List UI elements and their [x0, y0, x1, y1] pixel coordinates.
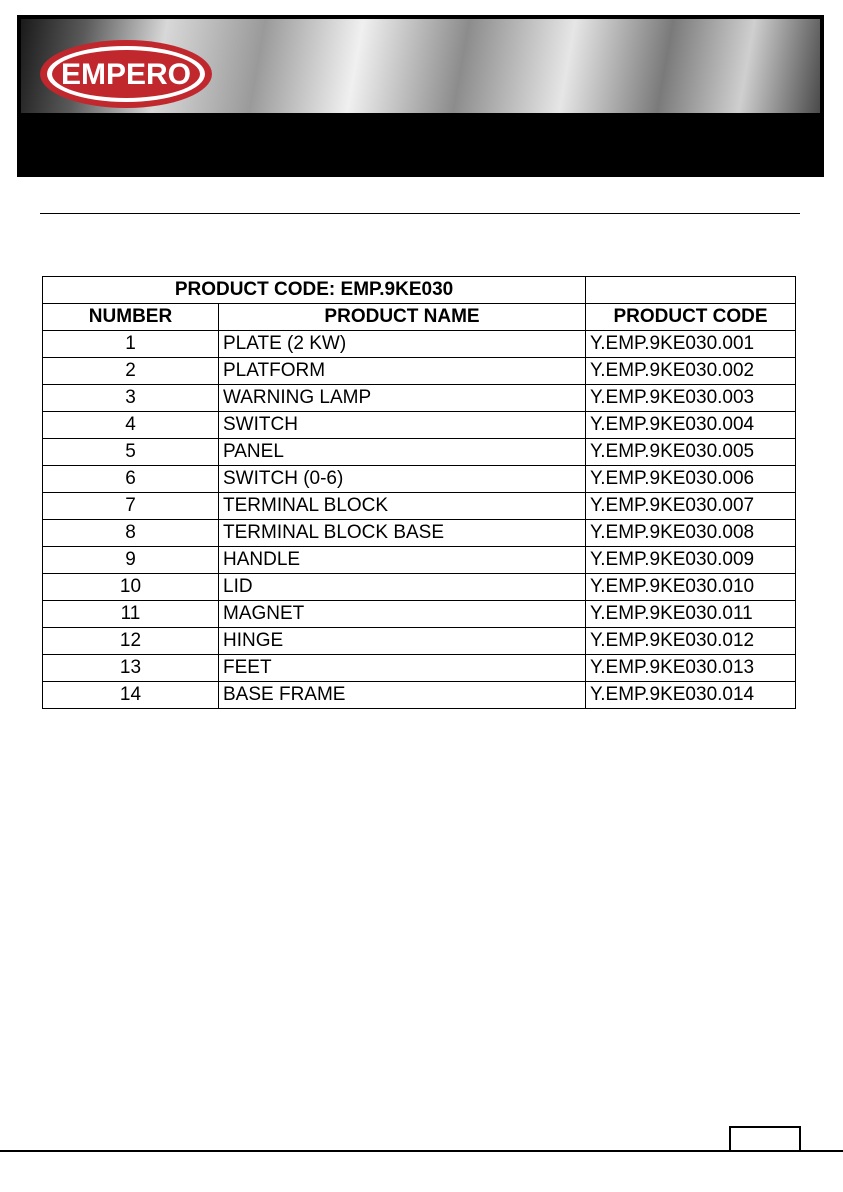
cell-number: 8: [43, 520, 219, 547]
table-title-empty-cell: [586, 277, 796, 304]
cell-product-code: Y.EMP.9KE030.009: [586, 547, 796, 574]
cell-product-code: Y.EMP.9KE030.012: [586, 628, 796, 655]
cell-number: 6: [43, 466, 219, 493]
cell-product-name: PANEL: [219, 439, 586, 466]
cell-product-code: Y.EMP.9KE030.004: [586, 412, 796, 439]
cell-product-name: SWITCH (0-6): [219, 466, 586, 493]
cell-product-code: Y.EMP.9KE030.011: [586, 601, 796, 628]
column-header-code: PRODUCT CODE: [586, 304, 796, 331]
table-row: [43, 466, 796, 493]
table-row: [43, 655, 796, 682]
cell-number: 10: [43, 574, 219, 601]
cell-product-code: Y.EMP.9KE030.001: [586, 331, 796, 358]
footer-rule: [0, 1150, 843, 1152]
table-row: [43, 412, 796, 439]
cell-product-code: Y.EMP.9KE030.002: [586, 358, 796, 385]
empero-logo: [37, 37, 215, 111]
table-title-row: [43, 277, 796, 304]
cell-product-name: BASE FRAME: [219, 682, 586, 709]
cell-product-name: SWITCH: [219, 412, 586, 439]
cell-product-name: HANDLE: [219, 547, 586, 574]
cell-number: 2: [43, 358, 219, 385]
parts-table: [42, 276, 796, 709]
logo-text: EMPERO: [60, 58, 192, 91]
table-row: [43, 358, 796, 385]
cell-product-name: LID: [219, 574, 586, 601]
table-title: PRODUCT CODE: EMP.9KE030: [43, 277, 586, 304]
table-row: [43, 628, 796, 655]
cell-product-name: HINGE: [219, 628, 586, 655]
cell-number: 14: [43, 682, 219, 709]
cell-product-code: Y.EMP.9KE030.013: [586, 655, 796, 682]
table-row: [43, 547, 796, 574]
cell-product-name: PLATE (2 KW): [219, 331, 586, 358]
cell-number: 13: [43, 655, 219, 682]
page-number-tab: [729, 1126, 801, 1152]
cell-number: 1: [43, 331, 219, 358]
table-row: [43, 439, 796, 466]
cell-product-code: Y.EMP.9KE030.003: [586, 385, 796, 412]
header-banner: [17, 15, 824, 177]
cell-product-name: TERMINAL BLOCK BASE: [219, 520, 586, 547]
table-row: [43, 682, 796, 709]
cell-product-code: Y.EMP.9KE030.006: [586, 466, 796, 493]
column-header-name: PRODUCT NAME: [219, 304, 586, 331]
cell-product-name: FEET: [219, 655, 586, 682]
banner-black-strip: [17, 113, 824, 177]
cell-product-name: TERMINAL BLOCK: [219, 493, 586, 520]
table-row: [43, 331, 796, 358]
cell-number: 12: [43, 628, 219, 655]
cell-product-code: Y.EMP.9KE030.010: [586, 574, 796, 601]
cell-number: 5: [43, 439, 219, 466]
cell-product-code: Y.EMP.9KE030.007: [586, 493, 796, 520]
cell-product-code: Y.EMP.9KE030.014: [586, 682, 796, 709]
cell-product-code: Y.EMP.9KE030.005: [586, 439, 796, 466]
cell-product-name: MAGNET: [219, 601, 586, 628]
table-row: [43, 601, 796, 628]
cell-number: 4: [43, 412, 219, 439]
cell-number: 9: [43, 547, 219, 574]
cell-product-name: PLATFORM: [219, 358, 586, 385]
cell-number: 11: [43, 601, 219, 628]
column-header-number: NUMBER: [43, 304, 219, 331]
table-row: [43, 520, 796, 547]
table-header-row: [43, 304, 796, 331]
cell-number: 3: [43, 385, 219, 412]
cell-product-code: Y.EMP.9KE030.008: [586, 520, 796, 547]
table-row: [43, 385, 796, 412]
header-rule: [40, 213, 800, 214]
cell-number: 7: [43, 493, 219, 520]
table-row: [43, 574, 796, 601]
cell-product-name: WARNING LAMP: [219, 385, 586, 412]
table-row: [43, 493, 796, 520]
